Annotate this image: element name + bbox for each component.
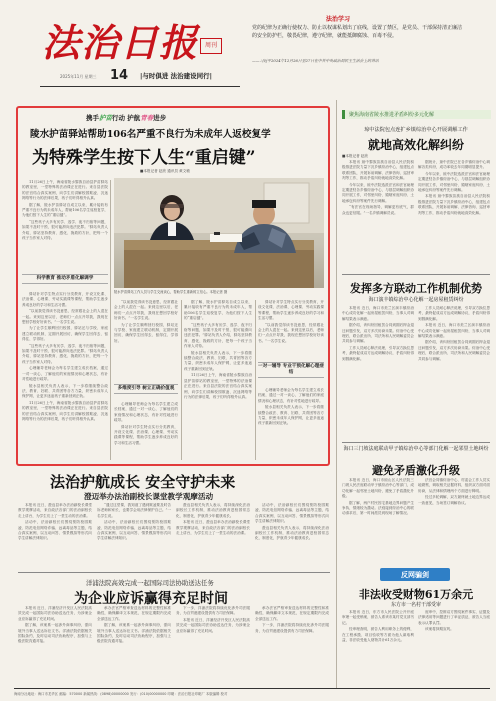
masthead-slogan: |与时俱进 法治建设同行|: [140, 72, 212, 80]
paragraph: 本报讯 近日，澄迈县举办法治副校长课堂教学观摩活动，来自政法各部门的法治副校长走上讲台，为学生们上了一堂生动的法治课。: [18, 503, 92, 518]
lead-body-col4: [258, 300, 324, 360]
paragraph: 驿站针对学生特点实行分类教育，开设文化课、法治课、心理课、劳动实践课等课程，帮助学生逐步养成良好的学习和生活习惯。: [114, 424, 178, 445]
paragraph: 为了让学生顺利回归校园，驿站还与学校、家庭建立联动机制，定期开展回访，确保学生回得去、留得住、学得好。: [114, 322, 178, 343]
section-divider: [342, 442, 490, 443]
bottom-headline: 为企业应诉赢得充足时间: [74, 591, 228, 607]
paragraph: 今年以来，琼中法院选派法官和法官助理定期进驻各乡镇综治中心，与基层调解组织协同开展工作，对邻里纠纷、婚姻家庭纠纷、土地承包纠纷等案件先行调解。: [418, 171, 490, 193]
footer-rule: [14, 688, 490, 689]
subhead-text: 多维度引导 树立正确价值观: [117, 386, 175, 391]
masthead: [0, 0, 496, 88]
anti-fraud-body-a: [342, 610, 414, 684]
paragraph: “通过这堂课，我知道了遇到欺凌要及时告诉老师和家长，也要学会用法律保护自己。”一名学生说。: [97, 503, 171, 518]
masthead-seal-icon: 周刊: [200, 38, 222, 54]
paragraph: 活动中，法治副校长们围绕预防校园欺凌、防范电信网络诈骗、远离毒品等主题，结合真实案例，以互动问答、情景模拟等形式向学生讲解法律知识。: [18, 520, 92, 541]
paragraph: 心理辅导老师会为每名学生建立成长档案，通过一对一谈心，了解他们的家庭情况和心理状态，有针对性地进行疏导。: [22, 366, 108, 382]
paragraph: 本报讯 近日，澄迈县举办法治副校长课堂教学观摩活动，来自政法各部门的法治副校长走上讲台，为学生们上了一堂生动的法治课。: [176, 520, 250, 536]
paragraph: 据了解，该案系一起涉外商事纠纷，需向境外当事人送达诉讼文书。洋浦法院依据相关国际条约，及时启动司法协助程序，加强与上级法院沟通对接。: [97, 623, 171, 644]
paragraph: 据介绍，该纠纷因租赁合同到期后押金退还问题引发，双方多次协商未果。综治中心受理后，联合派出所、司法所和人民调解委员会共同参与调解。: [418, 340, 490, 361]
column-divider: [181, 300, 182, 460]
paragraph: 活动中，法治副校长们围绕预防校园欺凌、防范电信网络诈骗、远离毒品等主题，结合真实案例，以互动问答、情景模拟等形式向学生讲解法律知识。: [97, 520, 171, 541]
right-top-body-b: [418, 160, 490, 272]
bottom-body-a: [18, 606, 92, 684]
lead-body-col1b: [22, 292, 108, 458]
paragraph: 本报讯 近日，东方市人民法院公开开庭审理一起受贿案，被告人系该市某村党支部书记。: [342, 610, 414, 625]
paragraph: 为了让学生顺利回归校园，驿站还与学校、家庭建立联动机制，定期开展回访，确保学生回得去、留得住、学得好。: [22, 326, 108, 342]
paragraph: “有法官在现场指导，调解更有底气，群众也更信服。”一名乡镇调解员说。: [342, 205, 414, 215]
anti-fraud-body-b: [418, 610, 490, 684]
section-divider: [18, 572, 330, 573]
middle-headline: 法治护航成长 安全守护未来: [50, 473, 236, 491]
right-kicker: 聚焦海南省陵水推进矛盾纠纷多元化解: [349, 112, 435, 118]
lead-subtitle: 陵水护苗驿站帮助106名严重不良行为未成年人返校复学: [30, 129, 271, 140]
right-top-headline: 就地高效化解纠纷: [367, 138, 464, 152]
paragraph: 据了解，陵水护苗驿站自成立以来，累计接收有严重不良行为的未成年人，帮助106名学生返校复学，为他们按下人生的“重启键”。: [184, 300, 252, 321]
paragraph: 下一步，洋浦法院将持续优化涉外司法服务，为自贸港建设提供有力司法保障。: [176, 606, 250, 616]
photo-scene-illustration: [114, 178, 324, 288]
paragraph: 陵水县相关负责人表示，下一步将继续整合政法、教育、妇联、共青团等各方力量，织密未成年人保护网，让更多迷途孩子重新回到正轨。: [22, 383, 108, 399]
middle-body-a: [18, 503, 92, 569]
paragraph: 今年以来，琼中法院选派法官和法官助理定期进驻各乡镇综治中心，与基层调解组织协同开展工作，对邻里纠纷、婚姻家庭纠纷、土地承包纠纷等案件先行调解。: [342, 182, 414, 203]
paragraph: 11月26日上午，海南省陵水黎族自治县护苗驿站的教室里，一堂特殊的法治课正在进行。来自县法院的法官结合真实案例，向学生们讲解校园欺凌、沉迷网络等行为的法律后果，孩子们听得格外认真。: [22, 400, 108, 421]
lead-byline: ■本报记者 赵欣 通讯员 黄文敏: [140, 169, 190, 173]
paragraph: 下一步，洋浦法院将持续优化涉外司法服务，为自贸港建设提供有力司法保障。: [255, 623, 329, 633]
lead-photo: [114, 178, 324, 288]
middle-body-d: [255, 503, 329, 569]
issue-date: 2025年11月 星期三: [60, 74, 97, 79]
middle-body-c: [176, 503, 250, 569]
lead-kicker: [86, 113, 166, 122]
right-mid-body-a: [342, 306, 414, 440]
anti-fraud-headline: 非法收受财物61万余元: [358, 588, 474, 601]
paragraph: 法官会同镇综治中心、村委会工作人员实地勘察，调取相关证据材料，组织双方面对面协商，从法律和情理两个方面进行释明。: [418, 478, 490, 493]
page-number: 14: [110, 68, 129, 83]
lead-body-col2b: [114, 402, 178, 458]
paragraph: 工作人员耐心释法说理，引导双方换位思考，最终促成双方达成调解协议，矛盾纠纷得到圆满化解。: [418, 306, 490, 321]
bottom-body-d: [255, 606, 329, 684]
masthead-underline: [40, 86, 240, 87]
paragraph: 本报讯 近日，海口市美兰区演丰镇综治中心成功化解一起房屋租赁纠纷，当事人对调解结果表示满意。: [418, 323, 490, 339]
subhead-text: 科学教育 推动矛盾化解调学: [36, 276, 94, 281]
anti-fraud-subtitle: 东方市一名村干部受审: [390, 602, 441, 608]
paragraph: 驿站针对学生特点实行分类教育，开设文化课、法治课、心理课、劳动实践课等课程，帮助学生逐步养成良好的学习和生活习惯。: [258, 300, 324, 321]
right-top-subtitle: 琼中法院包点连扩乡镇综治中心开展调解工作: [364, 127, 468, 133]
paragraph: 11月26日上午，海南省陵水黎族自治县护苗驿站的教室里，一堂特殊的法治课正在进行。来自县法院的法官结合真实案例，向学生们讲解校园欺凌、沉迷网络等行为的法律后果，孩子们听得格外认真。: [184, 373, 252, 399]
photo-caption: 陵水护苗驿站工作人员与学生交流谈心，帮助学生重新树立信心。本报记者 摄: [114, 290, 228, 294]
middle-body-b: [97, 503, 171, 569]
paragraph: 澄迈县相关负责人表示，将持续深化法治副校长工作机制，推动法治教育进校园常态化、制度化，护航青少年健康成长。: [255, 525, 329, 541]
lead-body-col3: [184, 300, 252, 458]
kicker-part: 青春: [140, 114, 154, 122]
lead-body-col1: [22, 180, 108, 272]
quote-source: ——习近平2024年12月26日至27日在中共中央政治局民主生活会上的讲话: [252, 58, 379, 63]
lead-headline: 为特殊学生按下人生“重启键”: [32, 148, 256, 168]
lead-body-col4b: [258, 388, 324, 458]
bottom-body-b: [97, 606, 171, 684]
paragraph: 本报讯 近日，海口市琼山区人民法院三门坡人民法庭联动甲子镇综治中心等部门，成功化解一起邻里土地纠纷，避免了矛盾激化升级。: [342, 478, 414, 499]
anti-fraud-tag: [380, 568, 450, 581]
kicker-part: 行动: [112, 114, 125, 122]
kicker-part: 护航: [127, 114, 141, 122]
paragraph: 本报讯 琼中黎族苗族自治县人民法院积极推进法院力量下沉乡镇综治中心，组建包点联系团队，开展诉前调解、法律咨询、巡回审判等工作，推动矛盾纠纷就地高效化解。: [418, 194, 490, 215]
section-divider: [342, 274, 490, 275]
paragraph: 据介绍，该纠纷因租赁合同到期后押金退还问题引发，双方多次协商未果。综治中心受理后，联合派出所、司法所和人民调解委员会共同参与调解。: [342, 323, 414, 344]
paragraph: 庭审中，控辩双方围绕案件事实、证据及法律适用等问题进行了举证质证，被告人当庭表示认罪认罚。: [418, 610, 490, 625]
leader-quote: 党的纪律为正确行使权力、防止以权谋私划出了底线，设置了禁区，是党员、干部保持清正廉洁的安全防护栏，敬畏纪律，遵守纪律，就能抵御腐蚀、百毒不侵。: [252, 25, 463, 39]
paragraph: 工作人员耐心释法说理，引导双方换位思考，最终促成双方达成调解协议，矛盾纠纷得到圆满化解。: [342, 345, 414, 361]
paragraph: 澄迈县相关负责人表示，将持续深化法治副校长工作机制，推动法治教育进校园常态化、制度化，护航青少年健康成长。: [176, 503, 250, 518]
paragraph: 心理辅导老师会为每名学生建立成长档案，通过一对一谈心，了解他们的家庭情况和心理状态，有针对性地进行疏导。: [258, 388, 324, 403]
right-mid-body-b: [418, 306, 490, 440]
paragraph: 本报讯 近日，海口市美兰区演丰镇综治中心成功化解一起房屋租赁纠纷，当事人对调解结果表示满意。: [342, 306, 414, 321]
paragraph: 该案将择期宣判。: [425, 627, 454, 632]
paragraph: 本报讯 近日，洋浦经济开发区人民法院高效完成一起国际司法协助送达任务，为涉案企业应诉赢得了充足时间。: [176, 617, 250, 633]
paragraph: 据了解，两户村民因宅基地边界问题产生争执，情绪较为激动。法庭接到综治中心的联动请求后，第一时间派员到现场了解情况。: [342, 500, 414, 516]
column-tag: 法治学习: [326, 16, 351, 23]
paragraph: 承办法官严格审查送达材料的完整性和准确性，确保翻译文本规范，在规定期限内完成全部送达工作。: [255, 606, 329, 621]
paragraph: 本报讯 琼中黎族苗族自治县人民法院积极推进法院力量下沉乡镇综治中心，组建包点联系团队，开展诉前调解、法律咨询、巡回审判等工作，推动矛盾纠纷就地高效化解。: [342, 160, 414, 181]
paragraph: 驿站针对学生特点实行分类教育，开设文化课、法治课、心理课、劳动实践课等课程，帮助学生逐步养成良好的学习和生活习惯。: [22, 292, 108, 307]
paragraph: 心理辅导老师会为每名学生建立成长档案，通过一对一谈心，了解他们的家庭情况和心理状态，有针对性地进行疏导。: [114, 402, 178, 423]
right-low-body-b: [418, 478, 490, 564]
column-divider: [110, 180, 111, 460]
column-divider: [255, 300, 256, 460]
paragraph: 据了解，该案系一起涉外商事纠纷，需向境外当事人送达诉讼文书。洋浦法院依据相关国际条约，及时启动司法协助程序，加强与上级法院沟通对接。: [18, 623, 92, 644]
subhead-text: 一对一辅导 专业干预化解心理症结: [258, 364, 324, 375]
paragraph: “这些孩子大多有厌学、逃学、夜不归宿等问题，如果不及时干预，很可能滑向违法犯罪。”驿站负责人介绍，驿站坚持教育、感化、挽救的方针，把每一个孩子当作家人对待。: [22, 219, 108, 241]
paragraph: 活动中，法治副校长们围绕预防校园欺凌、防范电信网络诈骗、远离毒品等主题，结合真实案例，以互动问答、情景模拟等形式向学生讲解法律知识。: [255, 503, 329, 524]
paragraph: “以前我觉得读书没意思，经常跟社会上的人混在一起。来到这里以后，老师们一点点开导我，我现在想回学校好好读书。”一名学生说。: [114, 300, 178, 321]
lead-body-col2: [114, 300, 178, 382]
right-mid-subtitle: 海口演丰镇综治中心化解一起房屋租赁纠纷: [368, 297, 464, 303]
lead-subhead: [22, 274, 108, 284]
bottom-kicker: 洋浦法院高效完成一起国际司法协助送达任务: [86, 579, 214, 587]
right-mid-headline: 发挥多方联动工作机制优势: [350, 282, 482, 295]
paragraph: 经审理查明，被告人利用职务上的便利，在工程承揽、项目验收等方面为他人谋取利益，非法收受他人财物共计61万余元。: [342, 627, 414, 643]
bottom-body-c: [176, 606, 250, 684]
paragraph: 陵水县相关负责人表示，下一步将继续整合政法、教育、妇联、共青团等各方力量，织密未成年人保护网，让更多迷途孩子重新回到正轨。: [184, 350, 252, 371]
paragraph: 承办法官严格审查送达材料的完整性和准确性，确保翻译文本规范，在规定期限内完成全部送达工作。: [97, 606, 171, 621]
right-kicker-bar: [342, 110, 491, 119]
paragraph: “这些孩子大多有厌学、逃学、夜不归宿等问题，如果不及时干预，很可能滑向违法犯罪。”驿站负责人介绍，驿站坚持教育、感化、挽救的方针，把每一个孩子当作家人对待。: [184, 322, 252, 349]
lead-subhead: [114, 384, 178, 394]
right-top-byline: ■本报记者 赵欣: [342, 154, 369, 158]
kicker-part: 携手: [86, 114, 99, 122]
paragraph: “以前我觉得读书没意思，经常跟社会上的人混在一起。来到这里以后，老师们一点点开导我，我现在想回学校好好读书。”一名学生说。: [22, 309, 108, 325]
middle-subtitle: 澄迈举办法治副校长课堂教学观摩活动: [84, 492, 214, 501]
right-low-body-a: [342, 478, 414, 564]
paragraph: 本报讯 近日，洋浦经济开发区人民法院高效完成一起国际司法协助送达任务，为涉案企业应诉赢得了充足时间。: [18, 606, 92, 621]
paragraph: 陵水县相关负责人表示，下一步将继续整合政法、教育、妇联、共青团等各方力量，织密未成年人保护网，让更多迷途孩子重新回到正轨。: [258, 405, 324, 426]
kicker-part: 进步: [153, 114, 167, 122]
paragraph: 经过多轮调解，双方最终就土地边界达成一致意见，当场签订调解协议。: [418, 495, 490, 505]
lead-subhead: [258, 362, 324, 378]
right-column-divider: [336, 100, 337, 688]
kicker-part: 护苗: [99, 114, 112, 122]
paragraph: 据了解，陵水护苗驿站自成立以来，累计接收有严重不良行为的未成年人，帮助106名学生返校复学，为他们按下人生的“重启键”。: [22, 202, 108, 218]
paragraph: 11月26日上午，海南省陵水黎族自治县护苗驿站的教室里，一堂特殊的法治课正在进行。来自县法院的法官结合真实案例，向学生们讲解校园欺凌、沉迷网络等行为的法律后果，孩子们听得格外认真。: [22, 180, 108, 201]
right-low-subtitle: 海口三门坡法庭联动甲子镇综治中心等部门化解一起邻里土地纠纷: [343, 446, 489, 452]
footer-text: 海南分社地址：海口市龙华区 邮编：570000 新闻热线：(0898)00000000 发行：(010)00000000 印刷：法治日报社印刷厂 本版编辑 校对: [14, 692, 228, 696]
right-low-headline: 避免矛盾激化升级: [372, 464, 460, 477]
paragraph: 据统计，琼中法院已在各乡镇综治中心调解各类纠纷，成功率较去年同期明显提升。: [418, 160, 490, 170]
paragraph: “以前我觉得读书没意思，经常跟社会上的人混在一起。来到这里以后，老师们一点点开导我，我现在想回学校好好读书。”一名学生说。: [258, 322, 324, 343]
right-top-body-a: [342, 160, 414, 272]
paragraph: “这些孩子大多有厌学、逃学、夜不归宿等问题，如果不及时干预，很可能滑向违法犯罪。”驿站负责人介绍，驿站坚持教育、感化、挽救的方针，把每一个孩子当作家人对待。: [22, 343, 108, 364]
masthead-title: 法治日报: [42, 20, 199, 65]
anti-fraud-tag-label: 反网骗剑: [401, 570, 429, 579]
